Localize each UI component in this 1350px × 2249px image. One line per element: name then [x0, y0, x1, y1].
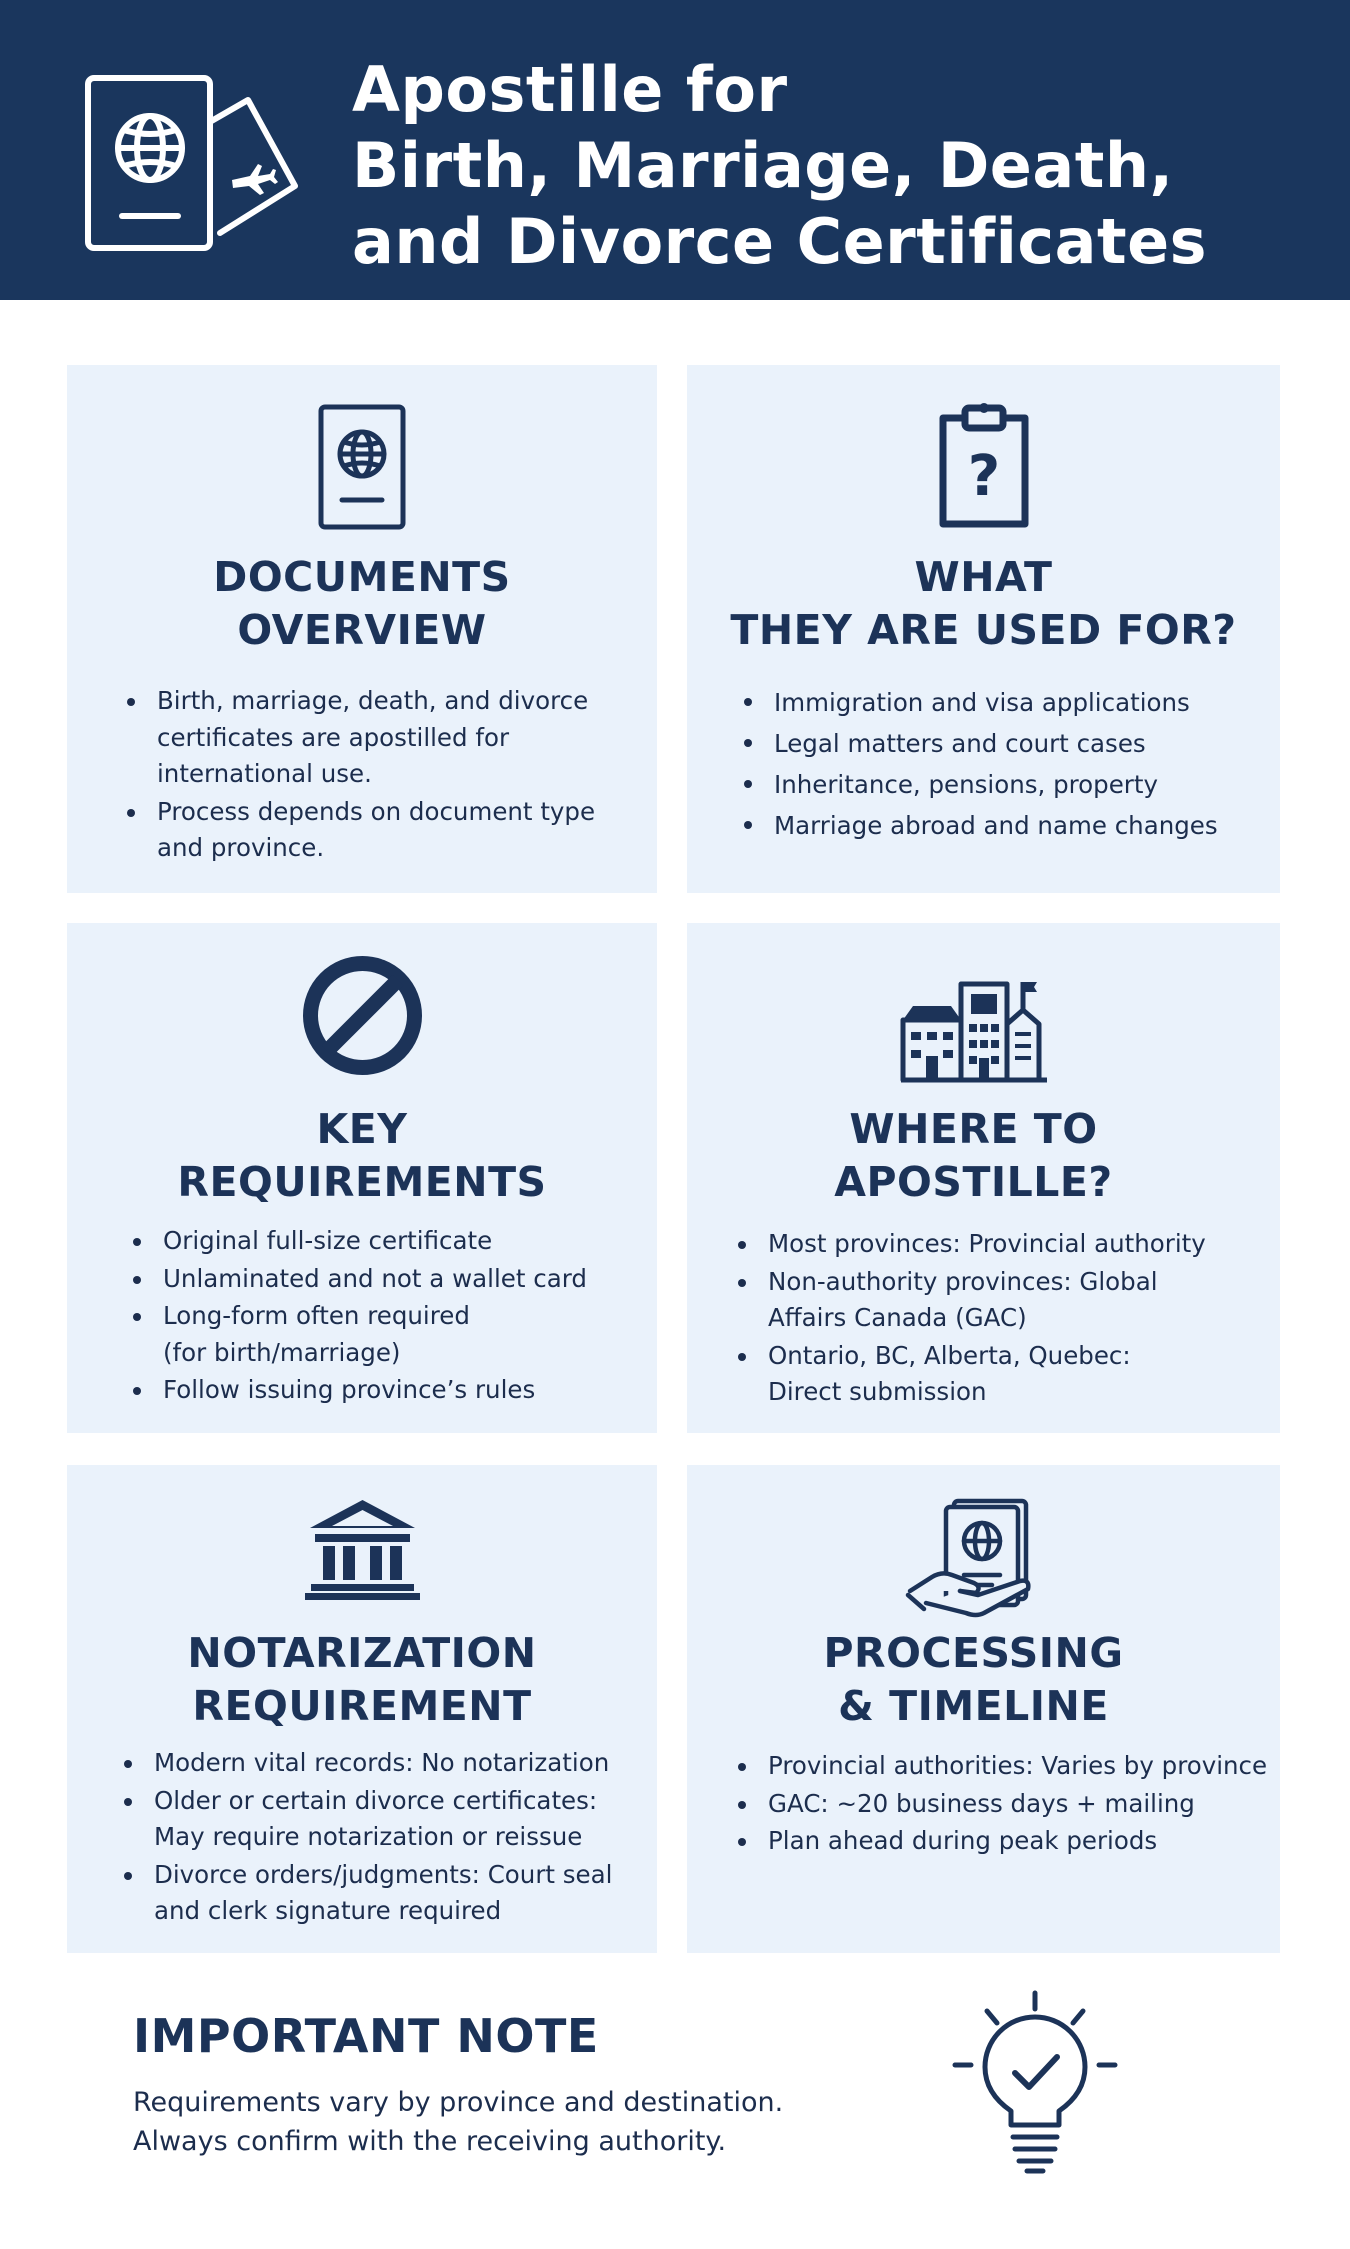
list-item-line: Original full-size certificate	[163, 1226, 493, 1255]
list-item-line: Most provinces: Provincial authority	[768, 1229, 1206, 1258]
list-item	[732, 1786, 1267, 1823]
passport-icon	[312, 402, 412, 532]
card-title-line: WHAT	[914, 553, 1053, 601]
bullet-list	[118, 1745, 612, 1931]
card-title-line: DOCUMENTS	[213, 553, 511, 601]
list-item	[732, 1264, 1206, 1337]
bullet-list	[121, 683, 595, 868]
list-item-line: May require notarization or reissue	[154, 1822, 583, 1851]
list-item-line: Immigration and visa applications	[774, 688, 1190, 717]
list-item-line: Inheritance, pensions, property	[774, 770, 1158, 799]
prohibited-icon	[300, 953, 425, 1078]
note-line: Always confirm with the receiving authority.	[133, 2126, 727, 2157]
card-title-line: & TIMELINE	[838, 1682, 1109, 1730]
card-title	[67, 551, 657, 657]
header-banner	[0, 0, 1350, 300]
list-item-line: GAC: ~20 business days + mailing	[768, 1788, 1195, 1818]
card-title-line: KEY	[316, 1105, 408, 1153]
card-processing-timeline	[687, 1465, 1280, 1953]
list-item	[127, 1298, 587, 1371]
list-item-line: certificates are apostilled for	[157, 722, 510, 752]
list-item-line: Direct submission	[768, 1377, 987, 1406]
list-item-line: Non-authority provinces: Global	[768, 1266, 1158, 1296]
list-item	[127, 1223, 587, 1260]
card-title-line: REQUIREMENTS	[177, 1158, 547, 1206]
list-item	[127, 1261, 587, 1298]
card-title-line: OVERVIEW	[237, 606, 487, 654]
government-buildings-icon	[899, 976, 1049, 1084]
list-item	[732, 1226, 1206, 1263]
list-item-line: and clerk signature required	[154, 1896, 502, 1925]
list-item-line: Provincial authorities: Varies by province	[768, 1751, 1268, 1780]
list-item	[738, 765, 1218, 805]
card-key-requirements	[67, 923, 657, 1433]
card-title-line: APOSTILLE?	[834, 1158, 1113, 1206]
bullet-list	[732, 1748, 1267, 1861]
card-title-line: REQUIREMENT	[192, 1682, 532, 1730]
list-item	[118, 1857, 612, 1930]
passport-with-ticket-icon	[80, 68, 310, 258]
card-documents-overview	[67, 365, 657, 893]
list-item	[121, 794, 595, 867]
card-title	[687, 551, 1280, 657]
important-note-text	[133, 2083, 783, 2161]
svg-text:?: ?	[967, 444, 1000, 509]
list-item-line: Legal matters and court cases	[774, 729, 1146, 758]
list-item-line: Plan ahead during peak periods	[768, 1826, 1158, 1855]
list-item	[127, 1372, 587, 1409]
card-where-to-apostille	[687, 923, 1280, 1433]
lightbulb-check-icon	[945, 1985, 1125, 2180]
important-note-title: IMPORTANT NOTE	[133, 2009, 599, 2063]
list-item-line: Birth, marriage, death, and divorce	[157, 686, 589, 715]
card-title-line: PROCESSING	[823, 1629, 1124, 1677]
title-line: and Divorce Certificates	[352, 205, 1208, 278]
list-item	[121, 683, 595, 793]
card-title	[67, 1103, 657, 1209]
list-item-line: Ontario, BC, Alberta, Quebec:	[768, 1340, 1131, 1370]
list-item-line: Older or certain divorce certificates:	[154, 1785, 598, 1815]
card-title-line: NOTARIZATION	[187, 1629, 537, 1677]
courthouse-icon	[305, 1498, 420, 1600]
list-item	[738, 806, 1218, 846]
list-item	[118, 1745, 612, 1782]
list-item-line: (for birth/marriage)	[163, 1337, 401, 1367]
list-item	[738, 683, 1218, 723]
list-item-line: and province.	[157, 833, 325, 862]
list-item-line: Divorce orders/judgments: Court seal	[154, 1859, 613, 1889]
note-line: Requirements vary by province and destination.	[133, 2087, 784, 2118]
list-item-line: international use.	[157, 759, 372, 788]
list-item	[732, 1338, 1206, 1411]
hand-holding-passport-icon	[904, 1495, 1044, 1620]
list-item	[118, 1783, 612, 1856]
list-item	[738, 724, 1218, 764]
card-title-line: THEY ARE USED FOR?	[730, 606, 1237, 654]
list-item	[732, 1748, 1267, 1785]
bullet-list	[127, 1223, 587, 1410]
bullet-list	[732, 1226, 1206, 1412]
list-item-line: Unlaminated and not a wallet card	[163, 1263, 587, 1293]
bullet-list	[738, 683, 1218, 847]
list-item-line: Long-form often required	[163, 1301, 470, 1330]
title-line: Birth, Marriage, Death,	[352, 129, 1174, 202]
card-title	[667, 1627, 1280, 1733]
list-item	[732, 1823, 1267, 1860]
card-what-they-are-used-for	[687, 365, 1280, 893]
list-item-line: Affairs Canada (GAC)	[768, 1303, 1027, 1332]
card-title	[667, 1103, 1280, 1209]
card-title-line: WHERE TO	[849, 1105, 1098, 1153]
list-item-line: Follow issuing province’s rules	[163, 1375, 536, 1404]
page-title	[352, 52, 1332, 280]
card-notarization-requirement	[67, 1465, 657, 1953]
list-item-line: Modern vital records: No notarization	[154, 1748, 610, 1777]
card-title	[67, 1627, 657, 1733]
list-item-line: Marriage abroad and name changes	[774, 811, 1218, 840]
title-line: Apostille for	[352, 53, 788, 126]
list-item-line: Process depends on document type	[157, 796, 596, 826]
clipboard-question-icon	[929, 400, 1039, 532]
